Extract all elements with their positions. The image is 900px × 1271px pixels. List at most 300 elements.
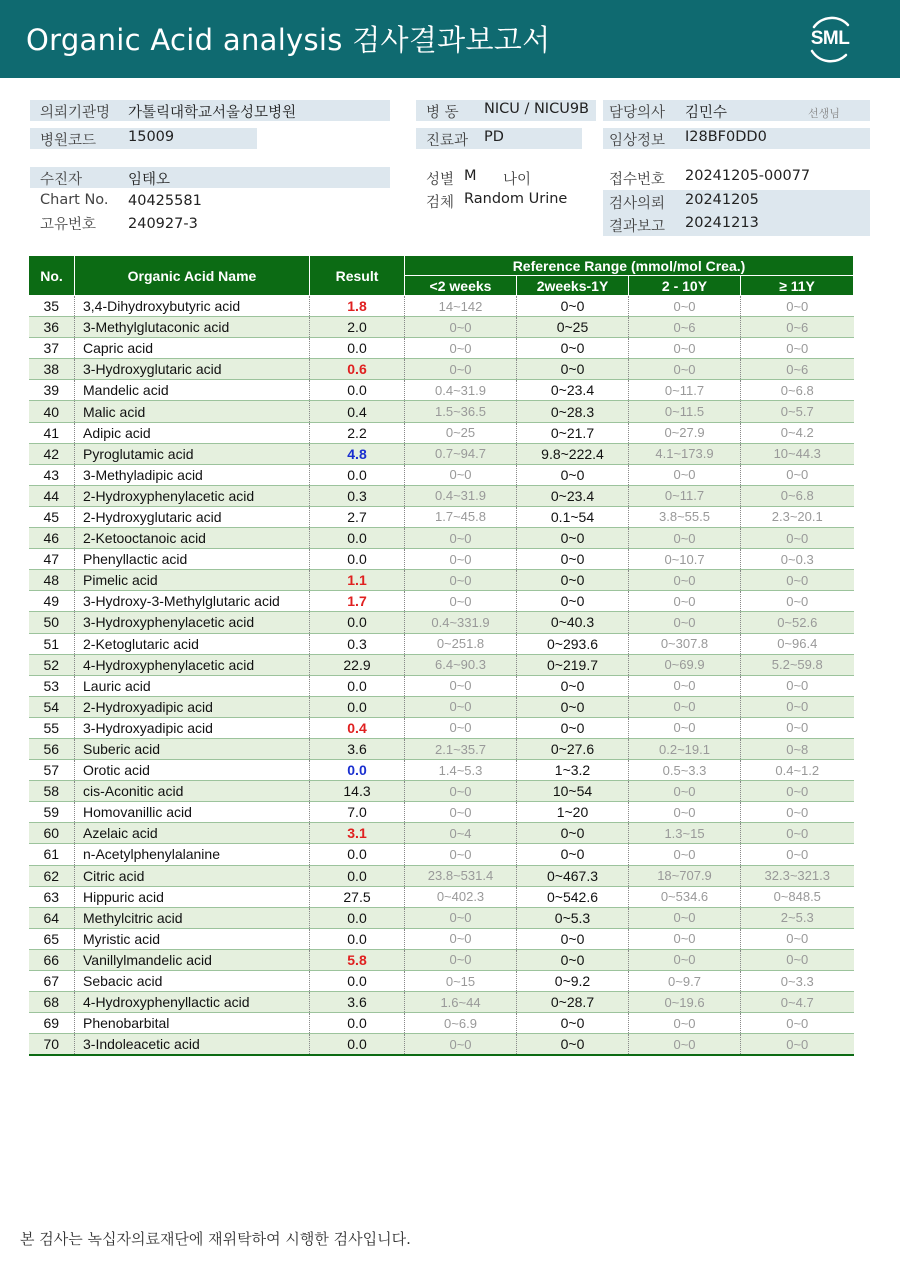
- row-ref-2weeks-1y: 0~0: [517, 1013, 629, 1034]
- table-row: [29, 886, 854, 907]
- table-row: [29, 570, 854, 591]
- patient-label: 수진자: [40, 172, 83, 188]
- row-ref-under-2-weeks: 2.1~35.7: [405, 738, 517, 759]
- table-row: [29, 359, 854, 380]
- row-ref-2-10y: 0.2~19.1: [629, 738, 741, 759]
- row-ref-2weeks-1y: 0~0: [517, 464, 629, 485]
- unique-label: 고유번호: [40, 217, 97, 233]
- row-ref-2weeks-1y: 0~0: [517, 823, 629, 844]
- doctor-suffix: 선생님: [808, 107, 840, 120]
- row-ref-2-10y: 0~0: [629, 570, 741, 591]
- row-ref-under-2-weeks: 0.7~94.7: [405, 443, 517, 464]
- institution-value: 가톨릭대학교서울성모병원: [128, 105, 297, 121]
- row-ref-under-2-weeks: 0~25: [405, 422, 517, 443]
- row-ref-11y-plus: 0~6.8: [741, 380, 854, 401]
- row-ref-under-2-weeks: 1.7~45.8: [405, 506, 517, 527]
- row-ref-2weeks-1y: 0~0: [517, 570, 629, 591]
- row-ref-2weeks-1y: 0~219.7: [517, 654, 629, 675]
- row-result: 0.0: [310, 1013, 405, 1034]
- hospital-code-value: 15009: [128, 129, 175, 145]
- row-ref-11y-plus: 0~0: [741, 1034, 854, 1055]
- row-ref-2-10y: 0~0: [629, 781, 741, 802]
- row-ref-2weeks-1y: 0~28.3: [517, 401, 629, 422]
- row-ref-11y-plus: 0~0: [741, 823, 854, 844]
- row-ref-11y-plus: 2.3~20.1: [741, 506, 854, 527]
- row-ref-under-2-weeks: 14~142: [405, 296, 517, 317]
- row-no: 54: [29, 696, 75, 717]
- doctor-label: 담당의사: [609, 105, 666, 121]
- row-result: 0.0: [310, 971, 405, 992]
- row-ref-2weeks-1y: 0~0: [517, 591, 629, 612]
- sex-label: 성별: [426, 172, 455, 188]
- table-row: [29, 781, 854, 802]
- row-no: 41: [29, 422, 75, 443]
- row-ref-under-2-weeks: 0~0: [405, 528, 517, 549]
- row-no: 35: [29, 296, 75, 317]
- header-result: Result: [310, 256, 405, 296]
- row-ref-under-2-weeks: 0~0: [405, 802, 517, 823]
- row-acid-name: 2-Hydroxyadipic acid: [75, 696, 310, 717]
- table-row: [29, 528, 854, 549]
- request-value: 20241205: [685, 192, 759, 208]
- table-row: [29, 844, 854, 865]
- row-ref-under-2-weeks: 1.6~44: [405, 992, 517, 1013]
- row-no: 50: [29, 612, 75, 633]
- header-name: Organic Acid Name: [75, 256, 310, 296]
- row-acid-name: 3-Hydroxy-3-Methylglutaric acid: [75, 591, 310, 612]
- row-no: 60: [29, 823, 75, 844]
- table-row: [29, 907, 854, 928]
- row-ref-under-2-weeks: 0~0: [405, 338, 517, 359]
- row-no: 43: [29, 464, 75, 485]
- table-row: [29, 485, 854, 506]
- row-acid-name: Myristic acid: [75, 928, 310, 949]
- row-ref-11y-plus: 0~0: [741, 464, 854, 485]
- row-ref-2-10y: 0~10.7: [629, 549, 741, 570]
- row-ref-2-10y: 0~11.7: [629, 485, 741, 506]
- row-no: 59: [29, 802, 75, 823]
- table-row: [29, 654, 854, 675]
- row-acid-name: Orotic acid: [75, 760, 310, 781]
- row-result: 27.5: [310, 886, 405, 907]
- row-ref-2weeks-1y: 0~0: [517, 1034, 629, 1055]
- row-acid-name: Capric acid: [75, 338, 310, 359]
- row-ref-under-2-weeks: 0~0: [405, 844, 517, 865]
- header-r3: 2 - 10Y: [629, 276, 741, 296]
- row-no: 47: [29, 549, 75, 570]
- row-ref-2weeks-1y: 0.1~54: [517, 506, 629, 527]
- row-ref-2weeks-1y: 0~0: [517, 296, 629, 317]
- row-ref-2weeks-1y: 0~23.4: [517, 380, 629, 401]
- row-acid-name: Malic acid: [75, 401, 310, 422]
- row-ref-under-2-weeks: 0~0: [405, 464, 517, 485]
- row-result: 1.8: [310, 296, 405, 317]
- row-ref-2weeks-1y: 0~40.3: [517, 612, 629, 633]
- sex-value: M: [464, 168, 477, 184]
- row-acid-name: Lauric acid: [75, 675, 310, 696]
- ward-label: 병 동: [426, 105, 459, 121]
- row-ref-2-10y: 0~11.7: [629, 380, 741, 401]
- table-row: [29, 1034, 854, 1055]
- row-result: 3.6: [310, 992, 405, 1013]
- row-ref-11y-plus: 0.4~1.2: [741, 760, 854, 781]
- report-title: Organic Acid analysis 검사결과보고서: [26, 23, 551, 57]
- table-row: [29, 675, 854, 696]
- row-ref-2weeks-1y: 0~0: [517, 928, 629, 949]
- table-row: [29, 591, 854, 612]
- logo-text: SML: [810, 28, 850, 49]
- ward-value: NICU / NICU9B: [484, 101, 589, 117]
- row-acid-name: 3,4-Dihydroxybutyric acid: [75, 296, 310, 317]
- row-acid-name: 2-Hydroxyglutaric acid: [75, 506, 310, 527]
- row-no: 62: [29, 865, 75, 886]
- table-row: [29, 633, 854, 654]
- table-row: [29, 696, 854, 717]
- row-ref-2weeks-1y: 0~542.6: [517, 886, 629, 907]
- row-acid-name: Homovanillic acid: [75, 802, 310, 823]
- department-label: 진료과: [426, 133, 469, 149]
- clinical-value: I28BF0DD0: [685, 129, 767, 145]
- patient-box: [30, 167, 390, 188]
- row-result: 0.0: [310, 696, 405, 717]
- results-table: [28, 255, 854, 1056]
- header-r4: ≥ 11Y: [741, 276, 854, 296]
- row-ref-11y-plus: 0~0: [741, 696, 854, 717]
- row-acid-name: cis-Aconitic acid: [75, 781, 310, 802]
- row-ref-2weeks-1y: 10~54: [517, 781, 629, 802]
- row-acid-name: 3-Indoleacetic acid: [75, 1034, 310, 1055]
- row-ref-2weeks-1y: 0~9.2: [517, 971, 629, 992]
- row-ref-2weeks-1y: 0~0: [517, 359, 629, 380]
- row-result: 1.7: [310, 591, 405, 612]
- row-ref-2-10y: 0~0: [629, 949, 741, 970]
- row-ref-2weeks-1y: 0~293.6: [517, 633, 629, 654]
- table-row: [29, 823, 854, 844]
- row-ref-2-10y: 0~307.8: [629, 633, 741, 654]
- row-no: 58: [29, 781, 75, 802]
- row-no: 67: [29, 971, 75, 992]
- row-acid-name: Vanillylmandelic acid: [75, 949, 310, 970]
- table-row: [29, 865, 854, 886]
- table-row: [29, 612, 854, 633]
- row-acid-name: 3-Methylglutaconic acid: [75, 317, 310, 338]
- table-row: [29, 760, 854, 781]
- row-ref-under-2-weeks: 0~0: [405, 317, 517, 338]
- row-no: 66: [29, 949, 75, 970]
- row-ref-under-2-weeks: 0~0: [405, 675, 517, 696]
- row-no: 65: [29, 928, 75, 949]
- chart-value: 40425581: [128, 193, 202, 209]
- row-ref-11y-plus: 0~0: [741, 781, 854, 802]
- row-ref-2-10y: 0~0: [629, 528, 741, 549]
- row-no: 45: [29, 506, 75, 527]
- row-no: 68: [29, 992, 75, 1013]
- table-row: [29, 717, 854, 738]
- row-acid-name: 4-Hydroxyphenylacetic acid: [75, 654, 310, 675]
- row-result: 0.0: [310, 380, 405, 401]
- row-no: 64: [29, 907, 75, 928]
- table-row: [29, 802, 854, 823]
- row-acid-name: Phenobarbital: [75, 1013, 310, 1034]
- row-ref-under-2-weeks: 0~0: [405, 591, 517, 612]
- row-ref-under-2-weeks: 0.4~31.9: [405, 485, 517, 506]
- row-ref-under-2-weeks: 0~15: [405, 971, 517, 992]
- request-label: 검사의뢰: [609, 196, 666, 212]
- row-result: 0.0: [310, 865, 405, 886]
- row-acid-name: n-Acetylphenylalanine: [75, 844, 310, 865]
- row-ref-under-2-weeks: 23.8~531.4: [405, 865, 517, 886]
- row-ref-2weeks-1y: 0~0: [517, 844, 629, 865]
- row-ref-11y-plus: 10~44.3: [741, 443, 854, 464]
- table-row: [29, 296, 854, 317]
- row-ref-2-10y: 0~11.5: [629, 401, 741, 422]
- row-ref-2-10y: 0~0: [629, 464, 741, 485]
- table-row: [29, 422, 854, 443]
- row-ref-2-10y: 3.8~55.5: [629, 506, 741, 527]
- row-no: 37: [29, 338, 75, 359]
- row-ref-2weeks-1y: 0~0: [517, 338, 629, 359]
- row-result: 0.0: [310, 549, 405, 570]
- row-result: 5.8: [310, 949, 405, 970]
- clinical-label: 임상정보: [609, 133, 666, 149]
- row-ref-2-10y: 0~0: [629, 1034, 741, 1055]
- row-ref-2-10y: 0~0: [629, 717, 741, 738]
- row-ref-11y-plus: 0~848.5: [741, 886, 854, 907]
- row-ref-2-10y: 0.5~3.3: [629, 760, 741, 781]
- row-ref-2-10y: 0~534.6: [629, 886, 741, 907]
- row-ref-2weeks-1y: 0~0: [517, 549, 629, 570]
- row-ref-11y-plus: 0~52.6: [741, 612, 854, 633]
- row-acid-name: Suberic acid: [75, 738, 310, 759]
- hospital-code-label: 병원코드: [40, 133, 97, 149]
- table-row: [29, 464, 854, 485]
- row-ref-11y-plus: 0~0: [741, 949, 854, 970]
- row-ref-11y-plus: 0~4.2: [741, 422, 854, 443]
- institution-label: 의뢰기관명: [40, 105, 111, 121]
- age-label: 나이: [503, 172, 532, 188]
- row-ref-2-10y: 0~0: [629, 696, 741, 717]
- row-ref-under-2-weeks: 0~6.9: [405, 1013, 517, 1034]
- table-row: [29, 992, 854, 1013]
- row-ref-11y-plus: 0~6: [741, 317, 854, 338]
- row-result: 7.0: [310, 802, 405, 823]
- results-body: [29, 296, 854, 1055]
- row-ref-11y-plus: 0~0: [741, 717, 854, 738]
- row-ref-2weeks-1y: 0~5.3: [517, 907, 629, 928]
- row-ref-under-2-weeks: 0~0: [405, 570, 517, 591]
- row-ref-2-10y: 18~707.9: [629, 865, 741, 886]
- row-ref-2-10y: 0~27.9: [629, 422, 741, 443]
- table-row: [29, 338, 854, 359]
- row-ref-11y-plus: 32.3~321.3: [741, 865, 854, 886]
- table-row: [29, 928, 854, 949]
- row-ref-under-2-weeks: 0~0: [405, 781, 517, 802]
- row-ref-11y-plus: 0~0: [741, 338, 854, 359]
- row-acid-name: 3-Hydroxyglutaric acid: [75, 359, 310, 380]
- row-no: 56: [29, 738, 75, 759]
- row-ref-2weeks-1y: 0~0: [517, 949, 629, 970]
- row-ref-under-2-weeks: 0~0: [405, 717, 517, 738]
- report-date-label: 결과보고: [609, 219, 666, 235]
- row-no: 44: [29, 485, 75, 506]
- row-result: 0.0: [310, 464, 405, 485]
- row-ref-11y-plus: 0~5.7: [741, 401, 854, 422]
- row-no: 63: [29, 886, 75, 907]
- row-ref-2-10y: 1.3~15: [629, 823, 741, 844]
- unique-value: 240927-3: [128, 216, 198, 232]
- row-acid-name: 3-Methyladipic acid: [75, 464, 310, 485]
- row-ref-11y-plus: 0~96.4: [741, 633, 854, 654]
- row-result: 0.4: [310, 401, 405, 422]
- row-ref-under-2-weeks: 1.5~36.5: [405, 401, 517, 422]
- row-ref-2-10y: 0~69.9: [629, 654, 741, 675]
- row-acid-name: Pimelic acid: [75, 570, 310, 591]
- row-ref-2-10y: 0~0: [629, 675, 741, 696]
- row-acid-name: Mandelic acid: [75, 380, 310, 401]
- row-no: 39: [29, 380, 75, 401]
- table-row: [29, 506, 854, 527]
- row-no: 55: [29, 717, 75, 738]
- row-ref-under-2-weeks: 0~0: [405, 1034, 517, 1055]
- row-ref-2weeks-1y: 0~0: [517, 717, 629, 738]
- row-ref-2-10y: 0~19.6: [629, 992, 741, 1013]
- row-ref-under-2-weeks: 0~0: [405, 549, 517, 570]
- row-no: 52: [29, 654, 75, 675]
- report-header: [0, 0, 900, 78]
- row-result: 14.3: [310, 781, 405, 802]
- header-r1: <2 weeks: [405, 276, 517, 296]
- row-result: 0.3: [310, 485, 405, 506]
- row-acid-name: 3-Hydroxyadipic acid: [75, 717, 310, 738]
- row-result: 0.0: [310, 1034, 405, 1055]
- row-ref-2-10y: 0~0: [629, 359, 741, 380]
- row-result: 0.0: [310, 528, 405, 549]
- row-no: 42: [29, 443, 75, 464]
- header-reference: Reference Range (mmol/mol Crea.): [405, 256, 854, 276]
- receipt-value: 20241205-00077: [685, 168, 811, 184]
- row-acid-name: 3-Hydroxyphenylacetic acid: [75, 612, 310, 633]
- specimen-value: Random Urine: [464, 191, 568, 207]
- row-result: 0.0: [310, 760, 405, 781]
- department-value: PD: [484, 129, 504, 145]
- receipt-label: 접수번호: [609, 172, 666, 188]
- row-ref-under-2-weeks: 0~0: [405, 949, 517, 970]
- row-ref-2weeks-1y: 0~23.4: [517, 485, 629, 506]
- row-no: 36: [29, 317, 75, 338]
- row-ref-2weeks-1y: 0~25: [517, 317, 629, 338]
- row-acid-name: 2-Ketoglutaric acid: [75, 633, 310, 654]
- row-no: 69: [29, 1013, 75, 1034]
- row-ref-2-10y: 0~0: [629, 844, 741, 865]
- table-row: [29, 443, 854, 464]
- row-ref-11y-plus: 0~0.3: [741, 549, 854, 570]
- row-ref-11y-plus: 0~0: [741, 1013, 854, 1034]
- row-ref-2weeks-1y: 0~0: [517, 528, 629, 549]
- row-result: 1.1: [310, 570, 405, 591]
- table-row: [29, 380, 854, 401]
- row-ref-2weeks-1y: 0~28.7: [517, 992, 629, 1013]
- sml-logo: [804, 13, 856, 65]
- row-ref-11y-plus: 0~0: [741, 675, 854, 696]
- row-ref-2-10y: 0~6: [629, 317, 741, 338]
- row-ref-11y-plus: 0~0: [741, 528, 854, 549]
- row-result: 4.8: [310, 443, 405, 464]
- row-no: 57: [29, 760, 75, 781]
- row-result: 0.4: [310, 717, 405, 738]
- table-row: [29, 738, 854, 759]
- row-ref-under-2-weeks: 0~402.3: [405, 886, 517, 907]
- row-ref-11y-plus: 0~0: [741, 928, 854, 949]
- row-ref-2weeks-1y: 0~467.3: [517, 865, 629, 886]
- row-result: 3.6: [310, 738, 405, 759]
- row-acid-name: 2-Hydroxyphenylacetic acid: [75, 485, 310, 506]
- row-result: 2.0: [310, 317, 405, 338]
- row-no: 51: [29, 633, 75, 654]
- header-r2: 2weeks-1Y: [517, 276, 629, 296]
- row-no: 49: [29, 591, 75, 612]
- row-acid-name: Sebacic acid: [75, 971, 310, 992]
- row-ref-11y-plus: 0~0: [741, 591, 854, 612]
- row-acid-name: Methylcitric acid: [75, 907, 310, 928]
- specimen-label: 검체: [426, 195, 455, 211]
- row-ref-2-10y: 4.1~173.9: [629, 443, 741, 464]
- row-ref-11y-plus: 0~6.8: [741, 485, 854, 506]
- row-ref-under-2-weeks: 6.4~90.3: [405, 654, 517, 675]
- row-acid-name: Hippuric acid: [75, 886, 310, 907]
- row-no: 53: [29, 675, 75, 696]
- row-ref-2-10y: 0~0: [629, 612, 741, 633]
- row-ref-2weeks-1y: 0~0: [517, 696, 629, 717]
- report-date-value: 20241213: [685, 215, 759, 231]
- row-no: 48: [29, 570, 75, 591]
- row-ref-2weeks-1y: 0~0: [517, 675, 629, 696]
- row-acid-name: Phenyllactic acid: [75, 549, 310, 570]
- row-acid-name: Pyroglutamic acid: [75, 443, 310, 464]
- row-acid-name: Azelaic acid: [75, 823, 310, 844]
- row-ref-2weeks-1y: 9.8~222.4: [517, 443, 629, 464]
- row-result: 0.6: [310, 359, 405, 380]
- row-ref-11y-plus: 0~4.7: [741, 992, 854, 1013]
- row-ref-2-10y: 0~0: [629, 928, 741, 949]
- table-row: [29, 971, 854, 992]
- row-ref-under-2-weeks: 0~0: [405, 907, 517, 928]
- row-result: 0.0: [310, 338, 405, 359]
- table-row: [29, 317, 854, 338]
- patient-value: 임태오: [128, 172, 171, 188]
- footer-note: 본 검사는 녹십자의료재단에 재위탁하여 시행한 검사입니다.: [20, 1230, 411, 1248]
- row-ref-2-10y: 0~0: [629, 1013, 741, 1034]
- row-ref-2-10y: 0~0: [629, 591, 741, 612]
- row-acid-name: Citric acid: [75, 865, 310, 886]
- row-ref-11y-plus: 5.2~59.8: [741, 654, 854, 675]
- row-ref-under-2-weeks: 0~0: [405, 928, 517, 949]
- row-ref-under-2-weeks: 0~0: [405, 696, 517, 717]
- row-ref-11y-plus: 0~8: [741, 738, 854, 759]
- row-ref-under-2-weeks: 0~251.8: [405, 633, 517, 654]
- row-no: 40: [29, 401, 75, 422]
- row-result: 2.2: [310, 422, 405, 443]
- row-no: 70: [29, 1034, 75, 1055]
- row-ref-11y-plus: 0~0: [741, 296, 854, 317]
- row-result: 0.0: [310, 928, 405, 949]
- row-ref-under-2-weeks: 1.4~5.3: [405, 760, 517, 781]
- row-result: 0.3: [310, 633, 405, 654]
- row-ref-11y-plus: 0~0: [741, 570, 854, 591]
- row-ref-2weeks-1y: 1~20: [517, 802, 629, 823]
- row-ref-2-10y: 0~0: [629, 338, 741, 359]
- table-row: [29, 1013, 854, 1034]
- doctor-value: 김민수: [685, 105, 728, 121]
